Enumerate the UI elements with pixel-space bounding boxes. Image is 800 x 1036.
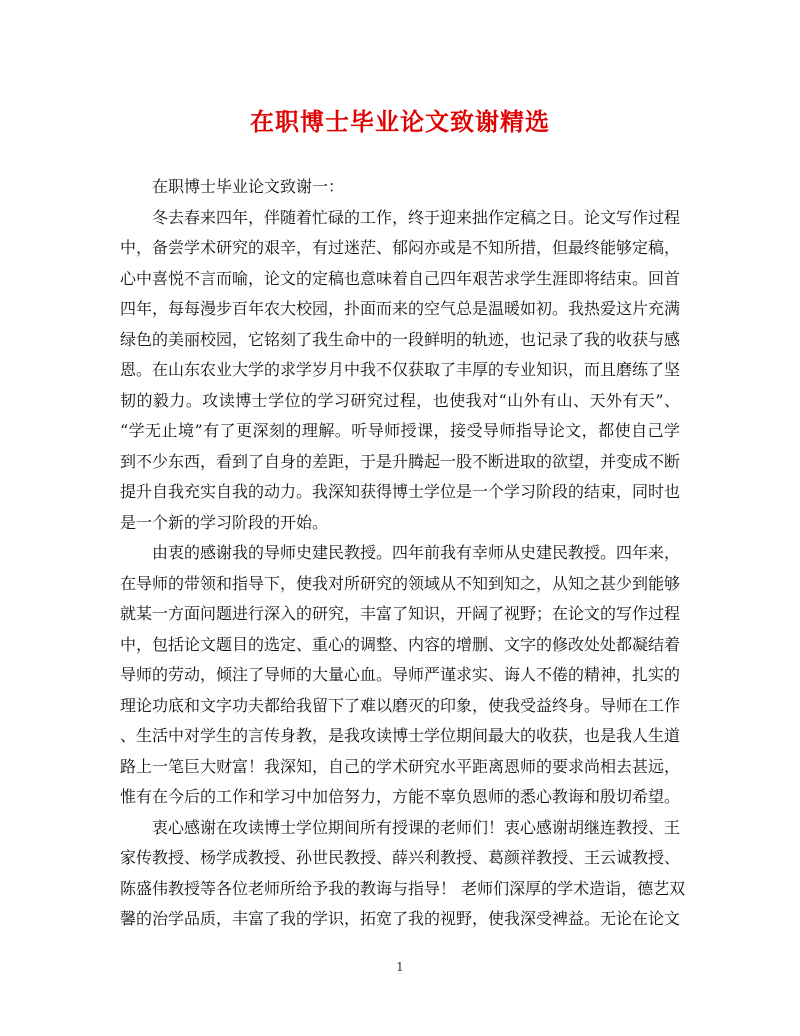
- text-line: 冬去春来四年，伴随着忙碌的工作，终于迎来拙作定稿之日。论文写作过程: [152, 207, 681, 227]
- text-line: 理论功底和文字功夫都给我留下了难以磨灭的印象，使我受益终身。导师在工作: [120, 695, 681, 715]
- text-line: 到不少东西，看到了自身的差距，于是升腾起一股不断进取的欲望，并变成不断: [120, 451, 681, 471]
- text-line: 绿色的美丽校园，它铭刻了我生命中的一段鲜明的轨迹，也记录了我的收获与感: [120, 329, 681, 349]
- page-number: 1: [396, 960, 404, 974]
- paragraphs: [120, 203, 686, 935]
- text-line: 恩。在山东农业大学的求学岁月中我不仅获取了丰厚的专业知识，而且磨练了坚: [120, 360, 681, 379]
- text-line: 馨的治学品质，丰富了我的学识，拓宽了我的视野，使我深受裨益。无论在论文: [120, 909, 681, 928]
- text-line: 在导师的带领和指导下，使我对所研究的领域从不知到知之，从知之甚少到能够: [120, 573, 681, 593]
- text-line: 惟有在今后的工作和学习中加倍努力，方能不辜负恩师的悉心教诲和殷切希望。: [120, 787, 681, 806]
- text-line: 衷心感谢在攻读博士学位期间所有授课的老师们！衷心感谢胡继连教授、王: [152, 817, 681, 837]
- paragraph: [120, 538, 680, 813]
- page-title: 在职博士毕业论文致谢精选: [250, 107, 550, 136]
- text-line: 路上一笔巨大财富！我深知，自己的学术研究水平距离恩师的要求尚相去甚远，: [120, 756, 681, 776]
- text-line: 中，包括论文题目的选定、重心的调整、内容的增删、文字的修改处处都凝结着: [120, 634, 681, 654]
- text-line: 导师的劳动，倾注了导师的大量心血。导师严谨求实、诲人不倦的精神，扎实的: [120, 665, 681, 684]
- paragraph: [120, 203, 680, 539]
- text-line: 是一个新的学习阶段的开始。: [120, 512, 329, 532]
- text-line: 、生活中对学生的言传身教，是我攻读博士学位期间最大的收获，也是我人生道: [120, 726, 681, 745]
- text-line: 由衷的感谢我的导师史建民教授。四年前我有幸师从史建民教授。四年来，: [152, 543, 681, 562]
- text-line: 陈盛伟教授等各位老师所给予我的教诲与指导！ 老师们深厚的学术造诣，德艺双: [120, 878, 686, 898]
- text-line: 家传教授、杨学成教授、孙世民教授、薛兴利教授、葛颜祥教授、王云诚教授、: [120, 848, 681, 867]
- text-line: 韧的毅力。攻读博士学位的学习研究过程，也使我对“山外有山、天外有天”、: [120, 390, 680, 410]
- text-line: “学无止境”有了更深刻的理解。听导师授课，接受导师指导论文，都使自己学: [120, 421, 680, 440]
- text-line: 就某一方面问题进行深入的研究，丰富了知识，开阔了视野；在论文的写作过程: [120, 604, 681, 623]
- text-line: 四年，每每漫步百年农大校园，扑面而来的空气总是温暖如初。我热爱这片充满: [120, 299, 681, 318]
- document-body: [120, 172, 686, 935]
- intro-line: 在职博士毕业论文致谢一：: [152, 177, 345, 196]
- text-line: 心中喜悦不言而喻，论文的定稿也意味着自己四年艰苦求学生涯即将结束。回首: [120, 268, 681, 288]
- paragraph: [120, 813, 686, 935]
- text-line: 提升自我充实自我的动力。我深知获得博士学位是一个学习阶段的结束，同时也: [120, 482, 681, 501]
- text-line: 中，备尝学术研究的艰辛，有过迷茫、郁闷亦或是不知所措，但最终能够定稿，: [120, 238, 681, 257]
